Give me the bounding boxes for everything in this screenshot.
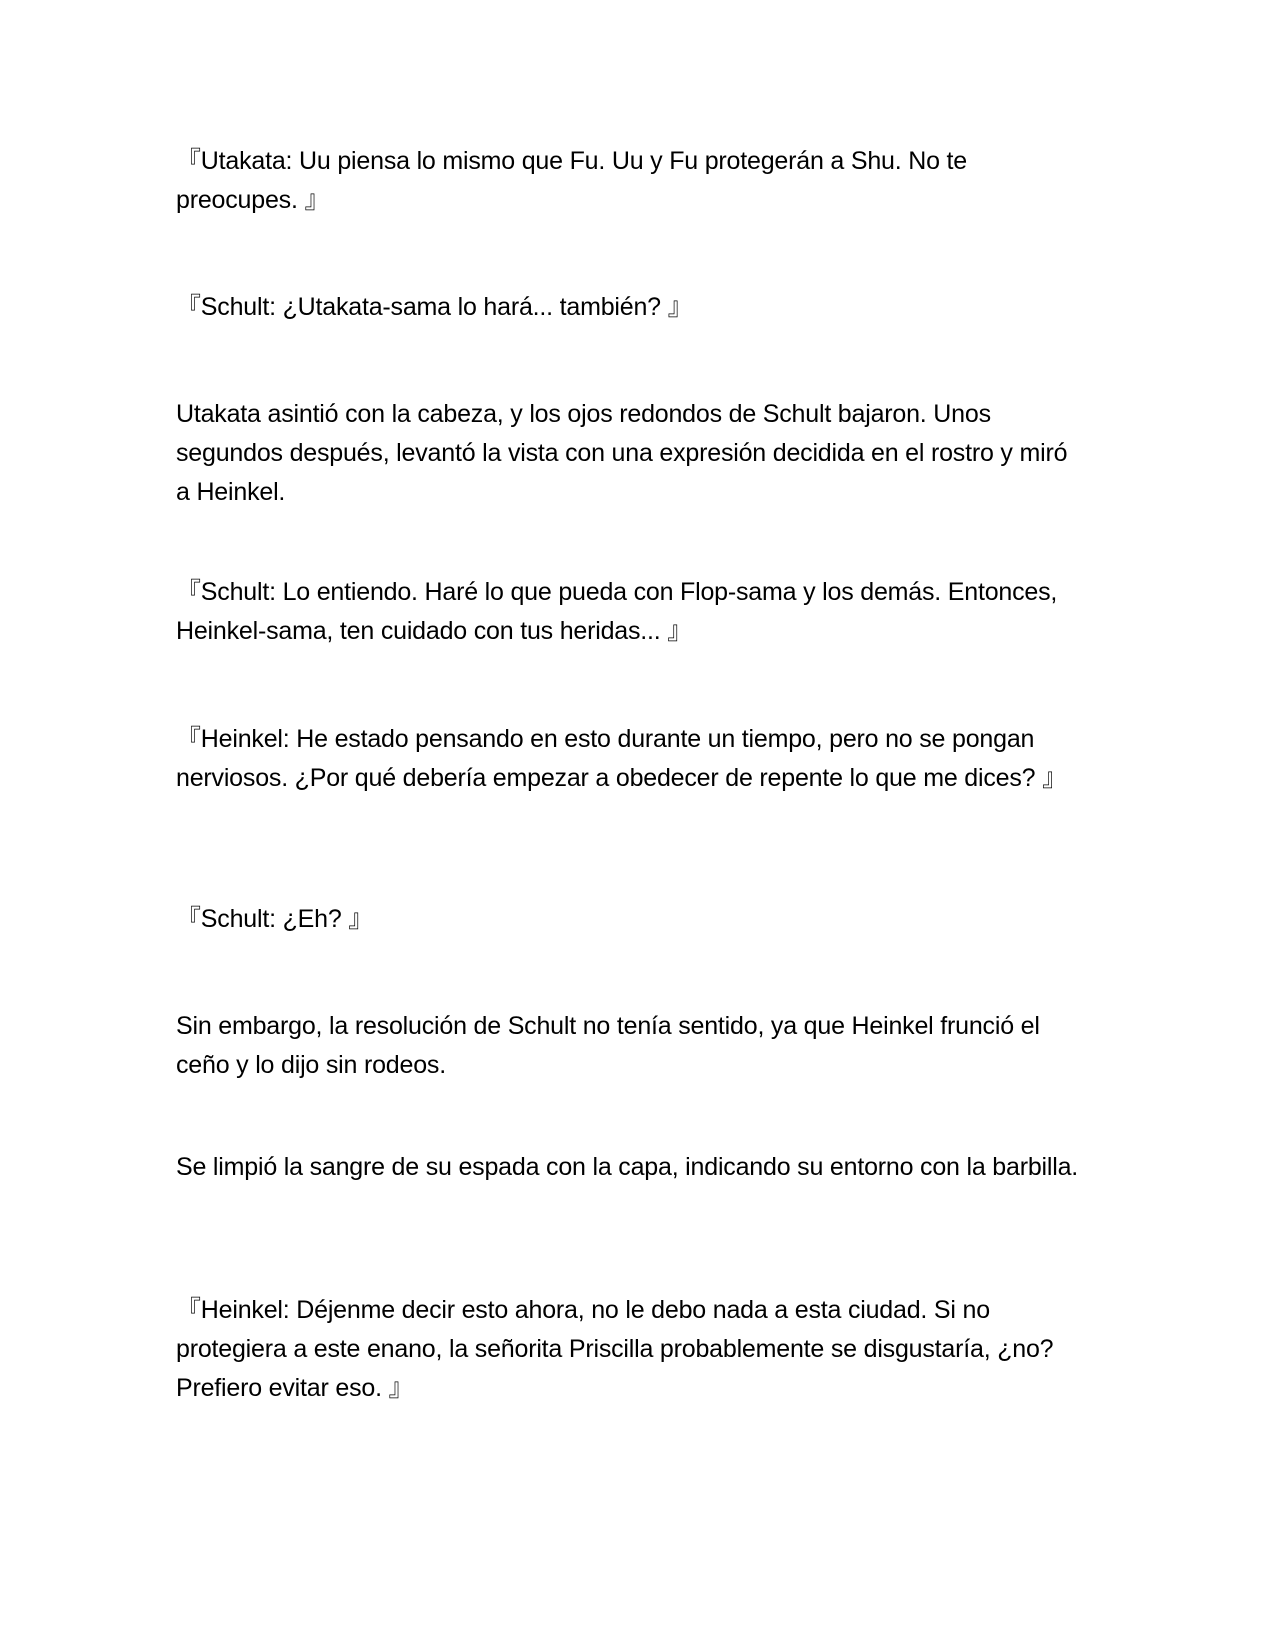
paragraph-schult-question: 『Schult: ¿Utakata-sama lo hará... también? 』 (176, 293, 693, 321)
paragraph-narration-nod: Utakata asintió con la cabeza, y los ojos redondos de Schult bajaron. Unos segundos después, levantó la vista con una expresión decidida en el rostro y miró a Heinkel. (176, 400, 1075, 506)
paragraph-heinkel-city: 『Heinkel: Déjenme decir esto ahora, no le debo nada a esta ciudad. Si no protegiera a este enano, la señorita Priscilla probablemente se disgustaría, ¿no? Prefiero evitar eso. 』 (176, 1296, 1061, 1402)
paragraph-heinkel-nervous: 『Heinkel: He estado pensando en esto durante un tiempo, pero no se pongan nerviosos. ¿Por qué debería empezar a obedecer de repente lo que me dices? 』 (176, 725, 1067, 792)
paragraph-narration-frown: Sin embargo, la resolución de Schult no tenía sentido, ya que Heinkel frunció el ceño y lo dijo sin rodeos. (176, 1012, 1047, 1079)
paragraph-schult-eh: 『Schult: ¿Eh? 』 (176, 905, 374, 933)
paragraph-utakata-dialogue: 『Utakata: Uu piensa lo mismo que Fu. Uu y Fu protegerán a Shu. No te preocupes. 』 (176, 147, 974, 214)
paragraph-narration-sword: Se limpió la sangre de su espada con la capa, indicando su entorno con la barbilla. (176, 1153, 1079, 1181)
paragraph-schult-understands: 『Schult: Lo entiendo. Haré lo que pueda con Flop-sama y los demás. Entonces, Heinkel-sama, ten cuidado con tus heridas... 』 (176, 578, 1064, 645)
